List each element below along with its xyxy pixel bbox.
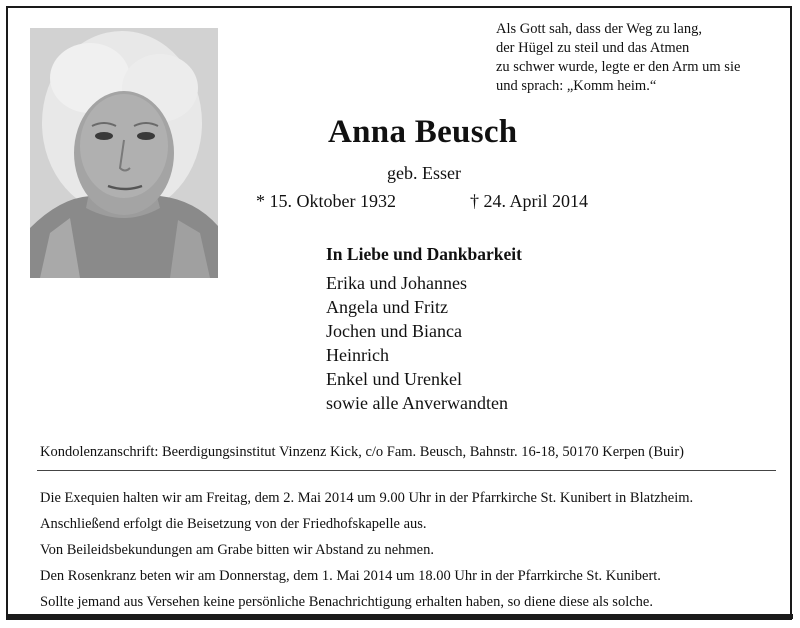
poem-line: und sprach: „Komm heim.“ bbox=[496, 78, 657, 94]
poem-line: Als Gott sah, dass der Weg zu lang, bbox=[496, 21, 702, 37]
birth-date: * 15. Oktober 1932 bbox=[256, 191, 396, 211]
service-notes bbox=[40, 485, 693, 615]
death-date: † 24. April 2014 bbox=[470, 191, 589, 211]
note-line: Die Exequien halten wir am Freitag, dem 2. Mai 2014 um 9.00 Uhr in der Pfarrkirche St. Kunibert in Blatzheim. bbox=[40, 490, 694, 506]
mourners-list bbox=[326, 271, 508, 415]
mourner-item: Angela und Fritz bbox=[326, 297, 448, 317]
maiden-name: geb. Esser bbox=[387, 163, 461, 183]
poem bbox=[496, 20, 786, 96]
condolence-address: Kondolenzanschrift: Beerdigungsinstitut Vinzenz Kick, c/o Fam. Beusch, Bahnstr. 16-18, 50170 Kerpen (Buir) bbox=[40, 444, 684, 460]
mourner-item: Erika und Johannes bbox=[326, 273, 467, 293]
portrait-photo bbox=[30, 28, 218, 278]
poem-line: der Hügel zu steil und das Atmen bbox=[496, 40, 690, 56]
mourner-item: Heinrich bbox=[326, 345, 389, 365]
divider bbox=[37, 470, 776, 471]
poem-line: zu schwer wurde, legte er den Arm um sie bbox=[496, 59, 741, 75]
note-line: Sollte jemand aus Versehen keine persönliche Benachrichtigung erhalten haben, so diene diese als solche. bbox=[40, 594, 653, 610]
mourner-item: Enkel und Urenkel bbox=[326, 369, 462, 389]
mourner-item: sowie alle Anverwandten bbox=[326, 393, 508, 413]
mourners-heading: In Liebe und Dankbarkeit bbox=[326, 244, 522, 264]
note-line: Den Rosenkranz beten wir am Donnerstag, dem 1. Mai 2014 um 18.00 Uhr in der Pfarrkirche St. Kunibert. bbox=[40, 568, 661, 584]
deceased-name: Anna Beusch bbox=[328, 114, 518, 150]
note-line: Anschließend erfolgt die Beisetzung von der Friedhofskapelle aus. bbox=[40, 516, 427, 532]
mourner-item: Jochen und Bianca bbox=[326, 321, 462, 341]
note-line: Von Beileidsbekundungen am Grabe bitten wir Abstand zu nehmen. bbox=[40, 542, 434, 558]
